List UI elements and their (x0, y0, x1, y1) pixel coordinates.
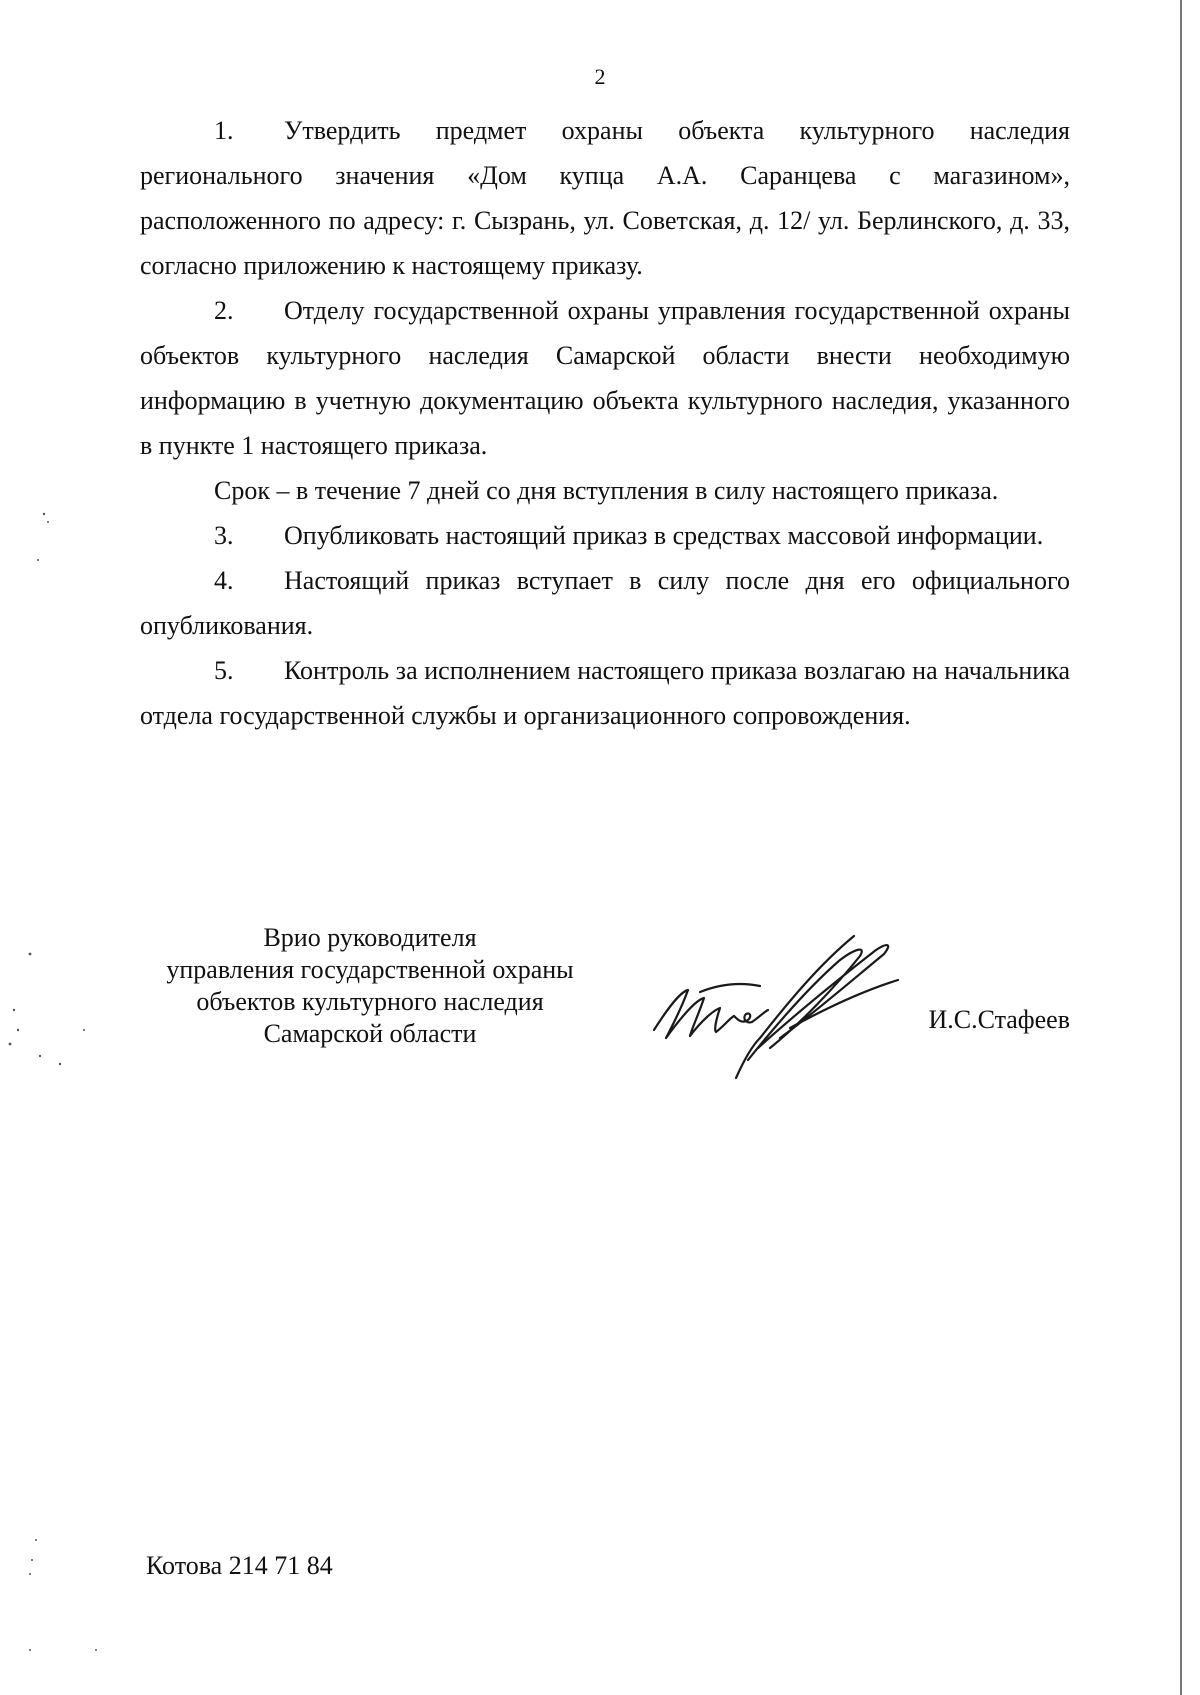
paragraph-deadline-text: Срок – в течение 7 дней со дня вступления в силу настоящего приказа. (214, 476, 999, 505)
signer-name: И.С.Стафеев (928, 1005, 1070, 1034)
paragraph-5-text: Контроль за исполнением настоящего приказа возлагаю на начальника отдела государственной службы и организационного сопровождения. (140, 656, 1070, 730)
signatory-position-line-3: объектов культурного наследия (196, 987, 544, 1016)
signatory-position-line-1: Врио руководителя (263, 923, 477, 952)
document-body (140, 108, 1070, 738)
paragraph-2-number: 2. (214, 296, 234, 325)
paragraph-1-text: Утвердить предмет охраны объекта культурного наследия регионального значения «Дом купца А.А. Саранцева с магазином», расположенного по адресу: г. Сызрань, ул. Советская, д. 12/ ул. Берлинского, д. 33, согласно приложению к настоящему приказу. (140, 116, 1070, 280)
paragraph-deadline (140, 468, 1070, 513)
paragraph-2-text: Отделу государственной охраны управления государственной охраны объектов культурного наследия Самарской области внести необходимую информацию в учетную документацию объекта культурного наследия, указанного в пункте 1 настоящего приказа. (140, 296, 1070, 460)
paragraph-5 (140, 648, 1070, 738)
paragraph-3-text: Опубликовать настоящий приказ в средствах массовой информации. (284, 521, 1044, 550)
signatory-position-line-2: управления государственной охраны (166, 955, 574, 984)
paragraph-2 (140, 288, 1070, 468)
paragraph-5-number: 5. (214, 656, 234, 685)
signatory-position (140, 922, 600, 1050)
paragraph-4-text: Настоящий приказ вступает в силу после дня его официального опубликования. (140, 566, 1070, 640)
paragraph-3 (140, 513, 1070, 558)
paragraph-1-number: 1. (214, 116, 234, 145)
handwritten-signature (640, 920, 930, 1080)
paragraph-1 (140, 108, 1070, 288)
scan-noise (0, 0, 120, 1695)
paragraph-3-number: 3. (214, 521, 234, 550)
signatory-position-line-4: Самарской области (263, 1019, 477, 1048)
page-number: 2 (594, 64, 606, 89)
paragraph-4 (140, 558, 1070, 648)
executor-contact: Котова 214 71 84 (146, 1551, 333, 1580)
scan-edge-line (1180, 0, 1182, 1695)
paragraph-4-number: 4. (214, 566, 234, 595)
